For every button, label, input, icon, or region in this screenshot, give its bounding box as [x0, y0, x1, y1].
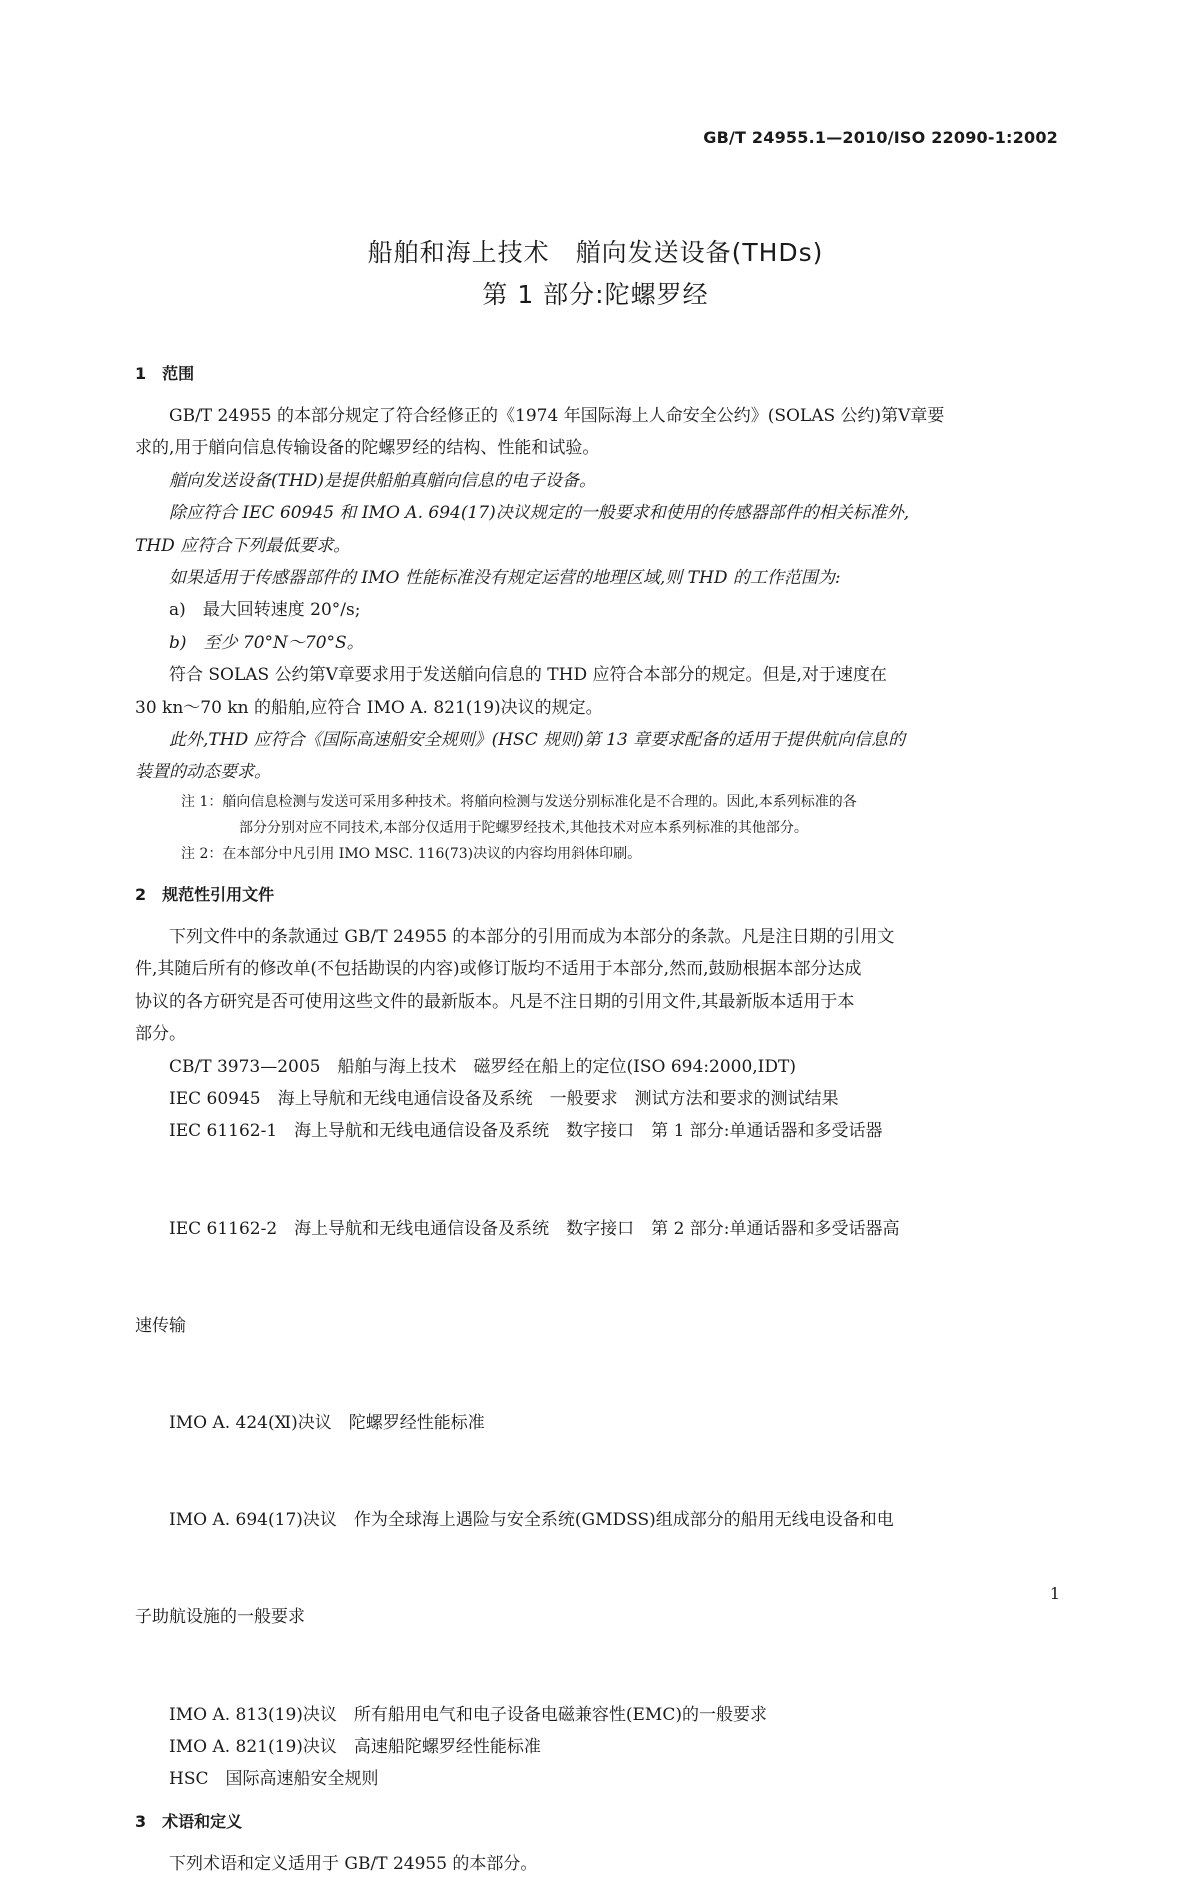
- note-2: [135, 841, 1060, 867]
- text-line: 协议的各方研究是否可使用这些文件的最新版本。凡是不注日期的引用文件,其最新版本适用于本: [135, 991, 855, 1012]
- reference-item: IMO A. 821(19)决议 高速船陀螺罗经性能标准: [169, 1737, 541, 1758]
- reference-item: IEC 60945 海上导航和无线电通信设备及系统 一般要求 测试方法和要求的测试结果: [169, 1088, 839, 1109]
- reference-item: [135, 1439, 1060, 1698]
- section-3-paragraph-1: 下列术语和定义适用于 GB/T 24955 的本部分。: [169, 1853, 538, 1874]
- text-line: THD 应符合下列最低要求。: [135, 535, 351, 556]
- reference-item: HSC 国际高速船安全规则: [169, 1769, 379, 1790]
- document-body: [135, 362, 1060, 1880]
- text-line: IMO A. 694(17)决议 作为全球海上遇险与安全系统(GMDSS)组成部分的船用无线电设备和电: [169, 1510, 894, 1531]
- section-1-paragraph-6: [135, 724, 1060, 789]
- text-line: 装置的动态要求。: [135, 762, 271, 783]
- text-line: GB/T 24955 的本部分规定了符合经修正的《1974 年国际海上人命安全公约》(SOLAS 公约)第Ⅴ章要: [169, 406, 945, 426]
- standard-number: GB/T 24955.1—2010/ISO 22090-1:2002: [703, 128, 1058, 147]
- reference-item: IMO A. 424(Ⅺ)决议 陀螺罗经性能标准: [169, 1412, 485, 1433]
- section-1-paragraph-2: 艏向发送设备(THD)是提供船舶真艏向信息的电子设备。: [169, 470, 597, 491]
- text-line: 此外,THD 应符合《国际高速船安全规则》(HSC 规则)第 13 章要求配备的适用于提供航向信息的: [169, 730, 906, 751]
- title-line-2: 第 1 部分:陀螺罗经: [482, 280, 709, 309]
- section-1-paragraph-1: [135, 400, 1060, 465]
- note-1: [135, 789, 1060, 841]
- text-line: 部分。: [135, 1024, 186, 1045]
- document-title: [0, 232, 1191, 316]
- reference-item: IMO A. 813(19)决议 所有船用电气和电子设备电磁兼容性(EMC)的一般要求: [169, 1704, 767, 1725]
- text-line: 下列文件中的条款通过 GB/T 24955 的本部分的引用而成为本部分的条款。凡是注日期的引用文: [169, 926, 895, 947]
- reference-item: [135, 1148, 1060, 1407]
- title-line-1: 船舶和海上技术 艏向发送设备(THDs): [367, 238, 824, 267]
- text-line: 除应符合 IEC 60945 和 IMO A. 694(17)决议规定的一般要求和使用的传感器部件的相关标准外,: [169, 503, 910, 524]
- text-line: 件,其随后所有的修改单(不包括勘误的内容)或修订版均不适用于本部分,然而,鼓励根据本部分达成: [135, 959, 862, 980]
- note-line: 部分分别对应不同技术,本部分仅适用于陀螺罗经技术,其他技术对应本系列标准的其他部分。: [239, 819, 808, 836]
- list-item-a: a) 最大回转速度 20°/s;: [169, 600, 361, 621]
- section-1-paragraph-4: 如果适用于传感器部件的 IMO 性能标准没有规定运营的地理区域,则 THD 的工作范围为:: [169, 568, 841, 589]
- section-1-paragraph-3: [135, 497, 1060, 562]
- reference-item: IEC 61162-1 海上导航和无线电通信设备及系统 数字接口 第 1 部分:单通话器和多受话器: [169, 1121, 883, 1142]
- list-item-b: b) 至少 70°N～70°S。: [169, 632, 364, 653]
- text-line: 求的,用于艏向信息传输设备的陀螺罗经的结构、性能和试验。: [135, 438, 600, 459]
- section-3-heading: 3 术语和定义: [135, 1811, 243, 1831]
- section-1-paragraph-5: [135, 659, 1060, 724]
- section-2-heading: 2 规范性引用文件: [135, 884, 275, 904]
- page-number: 1: [1049, 1584, 1060, 1603]
- section-1-heading: 1 范围: [135, 364, 195, 383]
- section-2-paragraph-1: [135, 921, 1060, 1051]
- reference-item: CB/T 3973—2005 船舶与海上技术 磁罗经在船上的定位(ISO 694:2000,IDT): [169, 1056, 796, 1077]
- text-line: 30 kn～70 kn 的船舶,应符合 IMO A. 821(19)决议的规定。: [135, 697, 603, 718]
- text-line: IEC 61162-2 海上导航和无线电通信设备及系统 数字接口 第 2 部分:单通话器和多受话器高: [169, 1218, 900, 1239]
- text-line: 符合 SOLAS 公约第Ⅴ章要求用于发送艏向信息的 THD 应符合本部分的规定。但是,对于速度在: [169, 665, 887, 686]
- note-line: 注 2：在本部分中凡引用 IMO MSC. 116(73)决议的内容均用斜体印刷。: [181, 845, 642, 862]
- note-line: 注 1：艏向信息检测与发送可采用多种技术。将艏向检测与发送分别标准化是不合理的。因此,本系列标准的各: [181, 793, 857, 810]
- text-line: 速传输: [135, 1315, 186, 1336]
- text-line: 子助航设施的一般要求: [135, 1607, 305, 1628]
